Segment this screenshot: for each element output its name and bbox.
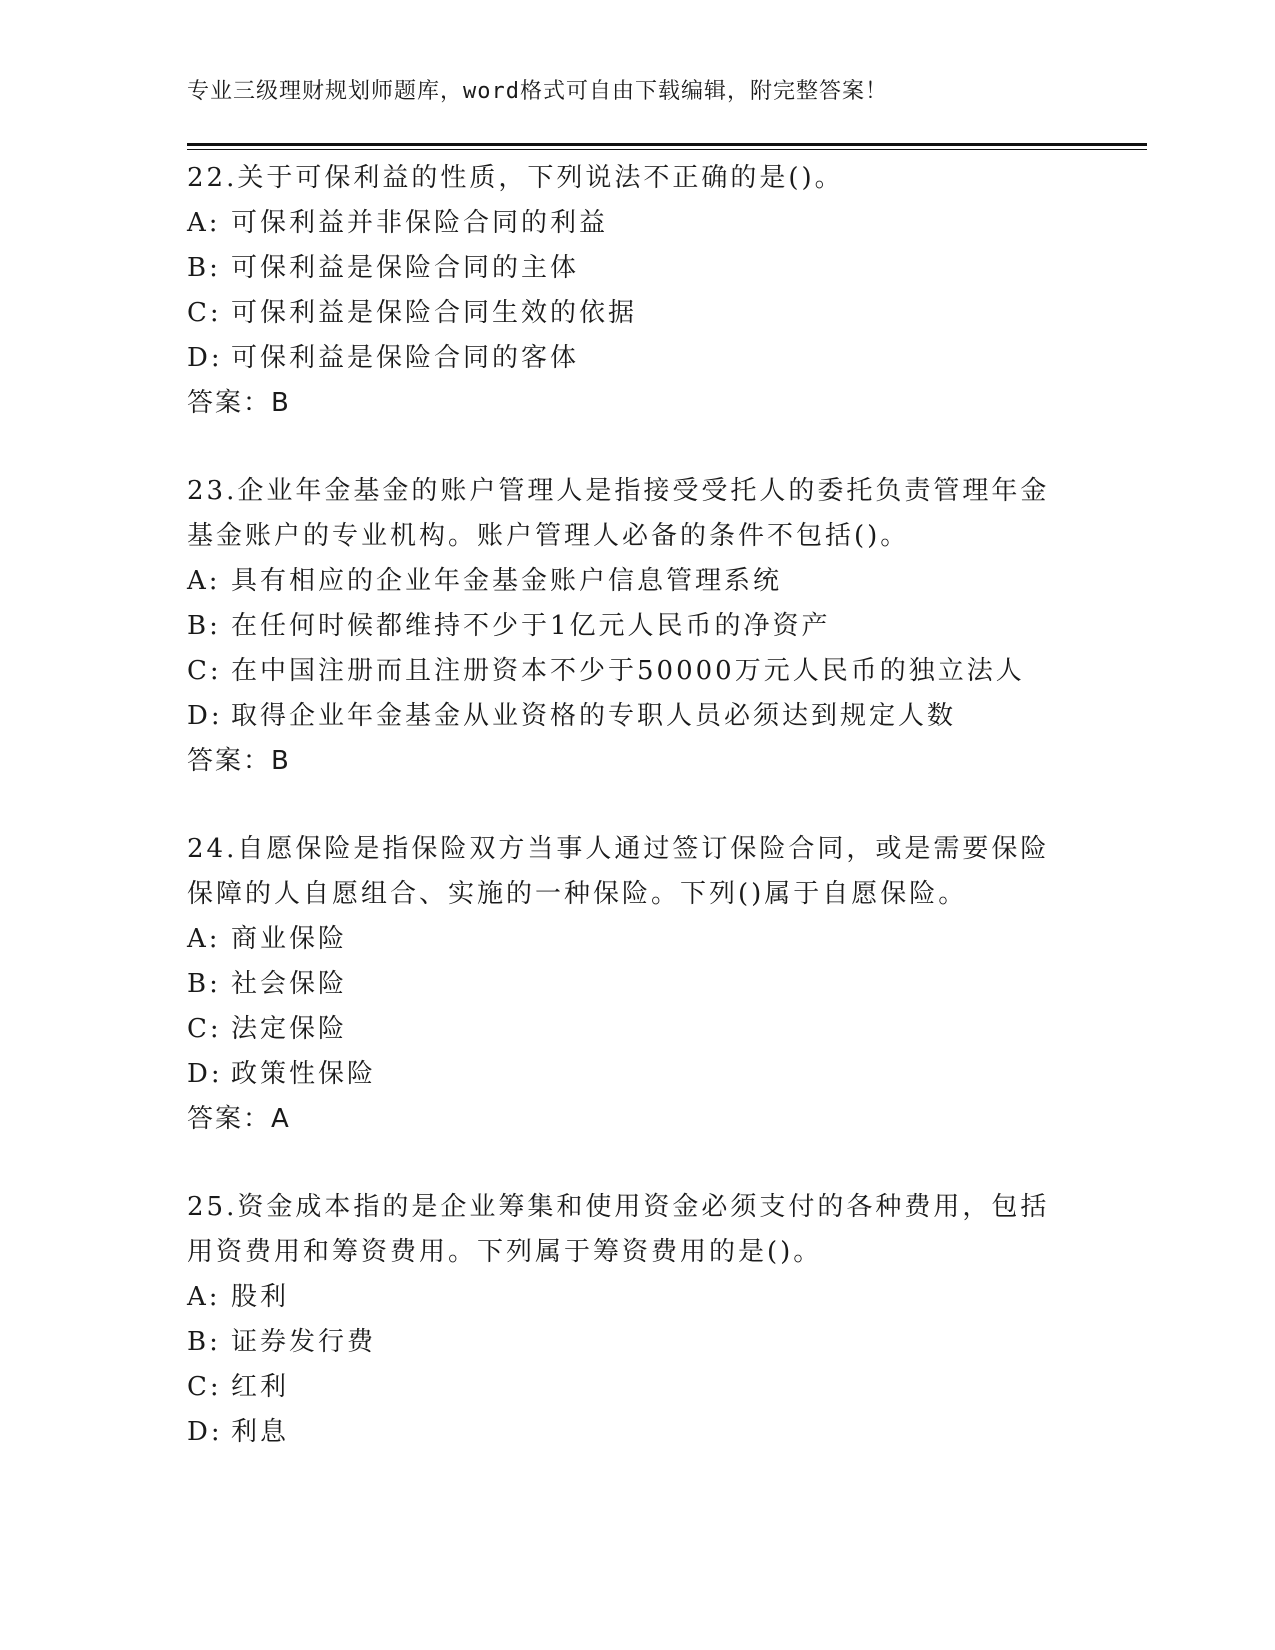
option-letter: D:	[187, 701, 223, 731]
option-c	[187, 649, 1067, 694]
option-text: 可保利益并非保险合同的利益	[231, 208, 609, 238]
option-c	[187, 1365, 1067, 1410]
option-text: 具有相应的企业年金基金账户信息管理系统	[231, 566, 783, 596]
option-letter: B:	[187, 611, 221, 641]
option-list	[187, 1275, 1067, 1455]
option-list	[187, 917, 1067, 1097]
option-list	[187, 559, 1067, 739]
option-text: 在中国注册而且注册资本不少于50000万元人民币的独立法人	[231, 656, 1025, 686]
option-a	[187, 201, 1067, 246]
option-letter: D:	[187, 1417, 223, 1447]
option-letter: C:	[187, 656, 222, 686]
option-letter: B:	[187, 969, 221, 999]
question-stem: 23.企业年金基金的账户管理人是指接受受托人的委托负责管理年金基金账户的专业机构。账户管理人必备的条件不包括()。	[187, 476, 1050, 551]
option-d	[187, 1410, 1067, 1455]
option-text: 证券发行费	[231, 1327, 377, 1357]
option-list	[187, 201, 1067, 381]
option-a	[187, 917, 1067, 962]
option-c	[187, 291, 1067, 336]
question-25	[187, 1185, 1067, 1455]
question-stem: 22.关于可保利益的性质，下列说法不正确的是()。	[187, 163, 844, 193]
option-text: 可保利益是保险合同生效的依据	[231, 298, 638, 328]
option-d	[187, 694, 1067, 739]
option-text: 社会保险	[231, 969, 348, 999]
answer-line: 答案：A	[187, 1104, 291, 1134]
option-c	[187, 1007, 1067, 1052]
option-text: 在任何时候都维持不少于1亿元人民币的净资产	[231, 611, 831, 641]
question-24	[187, 827, 1067, 1142]
question-stem: 24.自愿保险是指保险双方当事人通过签订保险合同，或是需要保险保障的人自愿组合、实施的一种保险。下列()属于自愿保险。	[187, 834, 1050, 909]
option-a	[187, 1275, 1067, 1320]
option-letter: D:	[187, 343, 223, 373]
question-stem: 25.资金成本指的是企业筹集和使用资金必须支付的各种费用，包括用资费用和筹资费用。下列属于筹资费用的是()。	[187, 1192, 1050, 1267]
page-header: 专业三级理财规划师题库，word格式可自由下载编辑，附完整答案！	[187, 79, 888, 104]
option-text: 利息	[231, 1417, 290, 1447]
option-letter: A:	[187, 566, 221, 596]
option-text: 商业保险	[231, 924, 348, 954]
option-text: 股利	[231, 1282, 290, 1312]
option-text: 法定保险	[231, 1014, 348, 1044]
question-list	[187, 156, 1067, 1498]
option-text: 红利	[231, 1372, 290, 1402]
option-a	[187, 559, 1067, 604]
option-b	[187, 246, 1067, 291]
option-letter: A:	[187, 208, 221, 238]
option-letter: C:	[187, 1372, 222, 1402]
option-letter: C:	[187, 298, 222, 328]
option-d	[187, 336, 1067, 381]
option-letter: D:	[187, 1059, 223, 1089]
option-text: 可保利益是保险合同的客体	[231, 343, 580, 373]
option-letter: C:	[187, 1014, 222, 1044]
option-d	[187, 1052, 1067, 1097]
option-b	[187, 1320, 1067, 1365]
option-text: 取得企业年金基金从业资格的专职人员必须达到规定人数	[231, 701, 957, 731]
header-divider-thin	[187, 149, 1147, 150]
option-text: 可保利益是保险合同的主体	[231, 253, 580, 283]
option-b	[187, 604, 1067, 649]
header-divider-thick	[187, 143, 1147, 146]
option-letter: A:	[187, 1282, 221, 1312]
option-b	[187, 962, 1067, 1007]
option-letter: A:	[187, 924, 221, 954]
question-22	[187, 156, 1067, 426]
option-letter: B:	[187, 1327, 221, 1357]
answer-line: 答案：B	[187, 388, 291, 418]
option-text: 政策性保险	[231, 1059, 377, 1089]
option-letter: B:	[187, 253, 221, 283]
answer-line: 答案：B	[187, 746, 291, 776]
question-23	[187, 469, 1067, 784]
